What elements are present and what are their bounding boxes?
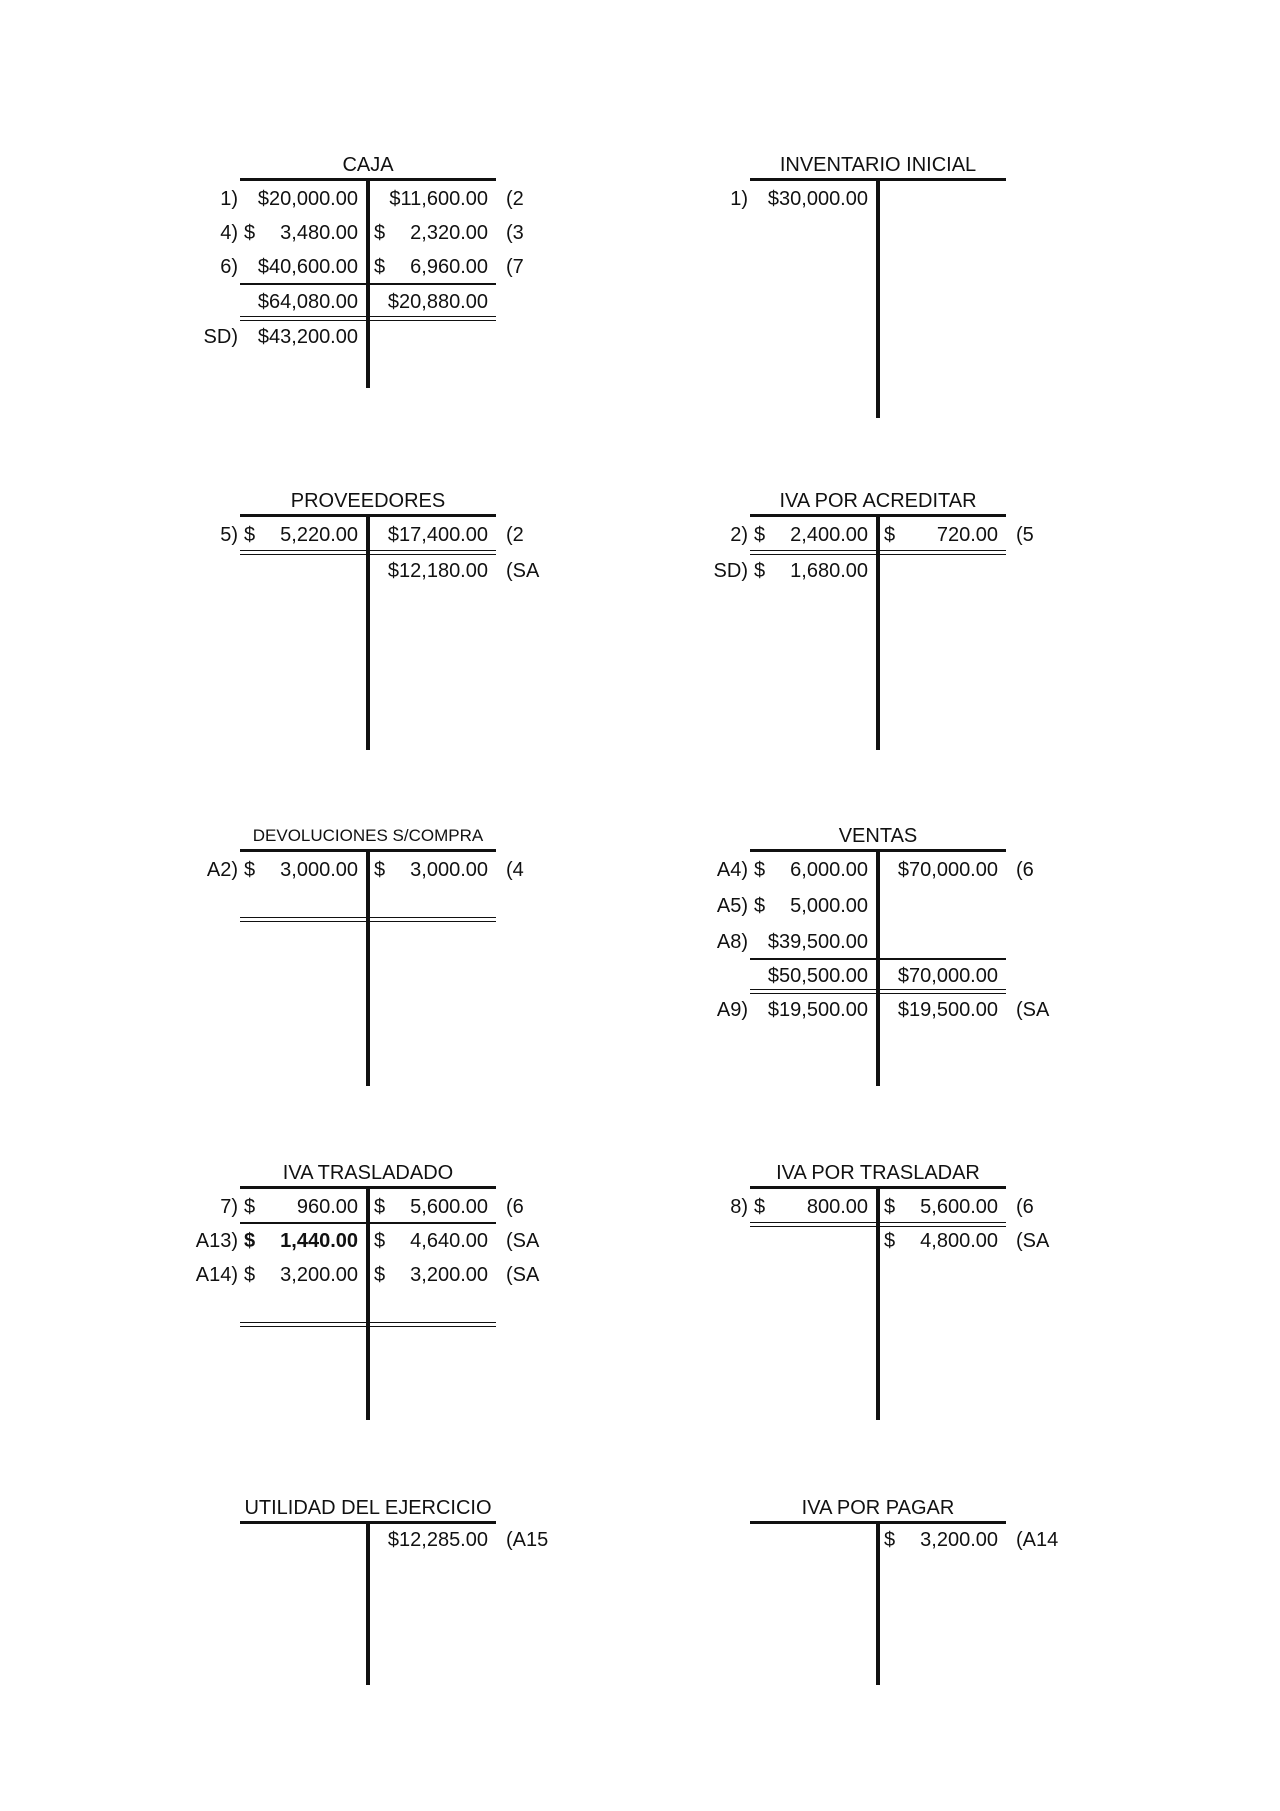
left-ref: A5) (716, 895, 748, 917)
credit-amount: $70,000.00 (897, 859, 998, 881)
left-ref: 7) (220, 1196, 238, 1218)
total-double-rule (240, 917, 496, 922)
right-ref: (4 (506, 859, 524, 881)
left-ref: A13) (195, 1230, 238, 1252)
right-ref: (SA (1016, 1230, 1050, 1252)
credit-amount: 2,320.00 (410, 222, 488, 244)
right-ref: (5 (1016, 524, 1034, 546)
subtotal-rule (240, 1222, 496, 1224)
right-ref: (7 (506, 256, 524, 278)
right-ref: (6 (1016, 1196, 1034, 1218)
debit-amount: 1,440.00 (280, 1230, 358, 1252)
debit-currency: $ (244, 859, 256, 881)
credit-amount: $20,880.00 (387, 291, 488, 313)
right-ref: (SA (1016, 999, 1050, 1021)
debit-amount: 3,480.00 (280, 222, 358, 244)
account-title: IVA POR PAGAR (801, 1497, 955, 1519)
ledger-row-total (680, 963, 1100, 989)
credit-currency: $ (374, 1264, 386, 1286)
debit-amount: 800.00 (806, 1196, 868, 1218)
credit-amount: 4,640.00 (410, 1230, 488, 1252)
left-ref: 8) (730, 1196, 748, 1218)
left-ref: A14) (195, 1264, 238, 1286)
ledger-row (170, 1262, 590, 1288)
account-title: UTILIDAD DEL EJERCICIO (244, 1497, 492, 1519)
debit-amount: 960.00 (296, 1196, 358, 1218)
subtotal-rule (750, 958, 1006, 960)
credit-currency: $ (374, 222, 386, 244)
account-title: IVA POR TRASLADAR (776, 1162, 980, 1184)
debit-currency: $ (244, 222, 256, 244)
ledger-row-total (170, 289, 590, 315)
credit-amount: $19,500.00 (897, 999, 998, 1021)
credit-amount: $11,600.00 (389, 188, 488, 210)
credit-amount: 5,600.00 (920, 1196, 998, 1218)
right-ref: (6 (1016, 859, 1034, 881)
credit-currency: $ (884, 524, 896, 546)
credit-amount: $70,000.00 (897, 965, 998, 987)
ledger-row (170, 186, 590, 212)
debit-amount: $30,000.00 (767, 188, 868, 210)
debit-currency: $ (244, 524, 256, 546)
ledger-row (170, 522, 590, 548)
credit-amount: 3,200.00 (410, 1264, 488, 1286)
right-ref: (2 (506, 524, 524, 546)
account-title: DEVOLUCIONES S/COMPRA (252, 826, 484, 845)
credit-amount: 6,960.00 (410, 256, 488, 278)
left-ref: SD) (203, 326, 238, 348)
credit-amount: 5,600.00 (410, 1196, 488, 1218)
ledger-row (680, 1527, 1100, 1553)
total-double-rule (750, 550, 1006, 555)
total-double-rule (240, 316, 496, 321)
account-title: IVA POR ACREDITAR (779, 490, 977, 512)
right-ref: (SA (506, 560, 540, 582)
ledger-row (170, 857, 590, 883)
right-ref: (3 (506, 222, 524, 244)
ledger-row (170, 1194, 590, 1220)
ledger-row (170, 220, 590, 246)
debit-amount: $39,500.00 (767, 931, 868, 953)
ledger-row (680, 558, 1100, 584)
right-ref: (2 (506, 188, 524, 210)
debit-amount: 3,200.00 (280, 1264, 358, 1286)
credit-amount: 3,200.00 (920, 1529, 998, 1551)
t-account-divider (876, 178, 880, 418)
debit-amount: $19,500.00 (767, 999, 868, 1021)
account-title: CAJA (342, 154, 394, 176)
account-title: VENTAS (838, 825, 918, 847)
debit-amount: 2,400.00 (790, 524, 868, 546)
ledger-row (680, 1228, 1100, 1254)
ledger-row (680, 929, 1100, 955)
ledger-row (680, 893, 1100, 919)
left-ref: A2) (206, 859, 238, 881)
debit-currency: $ (244, 1196, 256, 1218)
debit-amount: $20,000.00 (257, 188, 358, 210)
left-ref: 4) (220, 222, 238, 244)
right-ref: (SA (506, 1264, 540, 1286)
account-title: IVA TRASLADADO (282, 1162, 454, 1184)
left-ref: A4) (716, 859, 748, 881)
debit-amount: 3,000.00 (280, 859, 358, 881)
t-account-divider (366, 849, 370, 1086)
credit-currency: $ (374, 859, 386, 881)
ledger-row (680, 1194, 1100, 1220)
ledger-row (170, 1228, 590, 1254)
credit-amount: $12,285.00 (387, 1529, 488, 1551)
left-ref: 1) (730, 188, 748, 210)
ledger-row (170, 558, 590, 584)
credit-amount: $17,400.00 (387, 524, 488, 546)
subtotal-rule (240, 283, 496, 285)
credit-amount: 4,800.00 (920, 1230, 998, 1252)
ledger-row (170, 324, 590, 350)
left-ref: 1) (220, 188, 238, 210)
credit-currency: $ (374, 256, 386, 278)
debit-amount: 6,000.00 (790, 859, 868, 881)
credit-currency: $ (884, 1230, 896, 1252)
left-ref: A8) (716, 931, 748, 953)
credit-currency: $ (884, 1529, 896, 1551)
ledger-row (680, 997, 1100, 1023)
credit-currency: $ (374, 1196, 386, 1218)
left-ref: 5) (220, 524, 238, 546)
debit-currency: $ (244, 1230, 256, 1252)
left-ref: 6) (220, 256, 238, 278)
left-ref: SD) (713, 560, 748, 582)
right-ref: (6 (506, 1196, 524, 1218)
debit-amount: $64,080.00 (257, 291, 358, 313)
debit-amount: 5,220.00 (280, 524, 358, 546)
total-double-rule (240, 550, 496, 555)
total-double-rule (750, 989, 1006, 994)
credit-amount: 3,000.00 (410, 859, 488, 881)
account-title: INVENTARIO INICIAL (779, 154, 977, 176)
right-ref: (A14 (1016, 1529, 1059, 1551)
debit-amount: 1,680.00 (790, 560, 868, 582)
left-ref: 2) (730, 524, 748, 546)
debit-amount: $43,200.00 (257, 326, 358, 348)
account-title: PROVEEDORES (290, 490, 446, 512)
debit-currency: $ (754, 859, 766, 881)
debit-currency: $ (244, 1264, 256, 1286)
debit-currency: $ (754, 1196, 766, 1218)
ledger-row (170, 254, 590, 280)
debit-currency: $ (754, 895, 766, 917)
debit-amount: $50,500.00 (767, 965, 868, 987)
debit-amount: $40,600.00 (257, 256, 358, 278)
right-ref: (SA (506, 1230, 540, 1252)
debit-currency: $ (754, 560, 766, 582)
credit-amount: $12,180.00 (387, 560, 488, 582)
debit-amount: 5,000.00 (790, 895, 868, 917)
ledger-row (170, 1527, 590, 1553)
right-ref: (A15 (506, 1529, 549, 1551)
ledger-row (680, 186, 1100, 212)
total-double-rule (750, 1222, 1006, 1227)
debit-currency: $ (754, 524, 766, 546)
total-double-rule (240, 1322, 496, 1327)
credit-currency: $ (884, 1196, 896, 1218)
credit-currency: $ (374, 1230, 386, 1252)
credit-amount: 720.00 (936, 524, 998, 546)
left-ref: A9) (716, 999, 748, 1021)
ledger-row (680, 857, 1100, 883)
ledger-row (680, 522, 1100, 548)
